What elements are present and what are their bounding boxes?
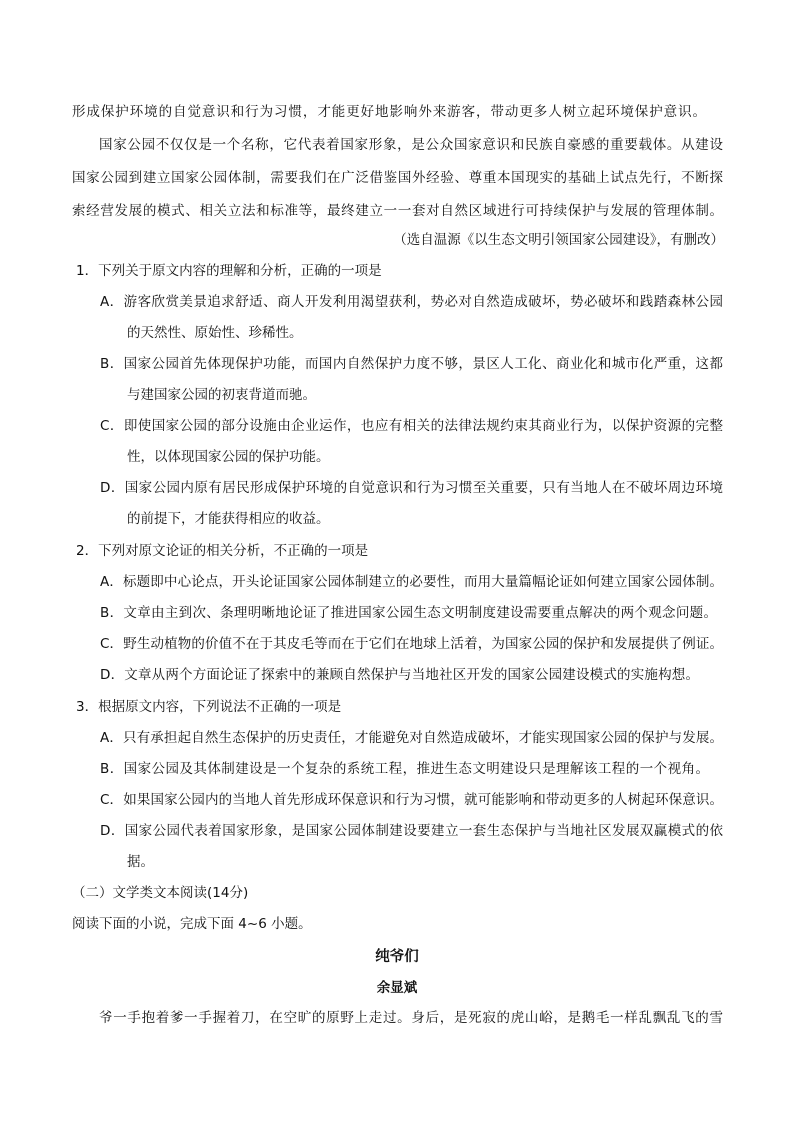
option-d-cont: 据。 <box>127 854 154 870</box>
option-c: C．如果国家公园内的当地人首先形成环保意识和行为习惯，就可能影响和带动更多的人树起环保意识。 <box>100 792 723 808</box>
option-c-cont: 性，以体现国家公园的保护功能。 <box>127 449 330 465</box>
option-c: C．即使国家公园的部分设施由企业运作，也应有相关的法律法规约束其商业行为，以保护资源的完整 <box>100 418 723 434</box>
option-d: D．国家公园内原有居民形成保护环境的自觉意识和行为习惯至关重要，只有当地人在不破坏周边环境 <box>100 480 723 496</box>
question-stem: 1．下列关于原文内容的理解和分析，正确的一项是 <box>76 263 382 279</box>
passage-line: 国家公园到建立国家公园体制，需要我们在广泛借鉴国外经验、尊重本国现实的基础上试点先行，不断探 <box>72 170 723 186</box>
story-author: 余显斌 <box>376 980 418 996</box>
option-b-cont: 与建国家公园的初衷背道而驰。 <box>127 387 316 403</box>
question-stem: 3．根据原文内容，下列说法不正确的一项是 <box>76 699 342 715</box>
option-d-cont: 的前提下，才能获得相应的收益。 <box>127 511 330 527</box>
passage-line: 国家公园不仅仅是一个名称，它代表着国家形象，是公众国家意识和民族自豪感的重要载体。从建设 <box>99 137 723 153</box>
option-c: C．野生动植物的价值不在于其皮毛等而在于它们在地球上活着，为国家公园的保护和发展提供了例证。 <box>100 636 723 652</box>
option-a: A．标题即中心论点，开头论证国家公园体制建立的必要性，而用大量篇幅论证如何建立国家公园体制。 <box>100 574 723 590</box>
option-d: D．文章从两个方面论证了探索中的兼顾自然保护与当地社区开发的国家公园建设模式的实施构想。 <box>100 667 699 683</box>
option-a: A．只有承担起自然生态保护的历史责任，才能避免对自然造成破坏，才能实现国家公园的保护与发展。 <box>100 730 723 746</box>
option-b: B．国家公园首先体现保护功能，而国内自然保护力度不够，景区人工化、商业化和城市化严重，这都 <box>100 356 723 372</box>
option-b: B．国家公园及其体制建设是一个复杂的系统工程，推进生态文明建设只是理解该工程的一个视角。 <box>100 761 709 777</box>
section-instruction: 阅读下面的小说，完成下面 4~6 小题。 <box>72 916 312 932</box>
option-b: B．文章由主到次、条理明晰地论证了推进国家公园生态文明制度建设需要重点解决的两个观念问题。 <box>100 605 717 621</box>
story-first-line: 爷一手抱着爹一手握着刀，在空旷的原野上走过。身后，是死寂的虎山峪，是鹅毛一样乱飘乱飞的雪 <box>99 1010 723 1026</box>
source-citation: （选自温源《以生态文明引领国家公园建设》，有删改） <box>393 232 724 248</box>
option-a: A．游客欣赏美景追求舒适、商人开发利用渴望获利，势必对自然造成破坏，势必破坏和践踏森林公园 <box>100 294 723 310</box>
story-title: 纯爷们 <box>375 948 419 965</box>
option-d: D．国家公园代表着国家形象，是国家公园体制建设要建立一套生态保护与当地社区发展双赢模式的依 <box>100 823 723 839</box>
passage-line: 索经营发展的模式、相关立法和标准等，最终建立一一套对自然区域进行可持续保护与发展的管理体制。 <box>72 203 723 219</box>
passage-line: 形成保护环境的自觉意识和行为习惯，才能更好地影响外来游客，带动更多人树立起环境保护意识。 <box>72 104 706 120</box>
section-heading: （二）文学类文本阅读(14分) <box>72 885 249 901</box>
question-stem: 2．下列对原文论证的相关分析，不正确的一项是 <box>76 543 369 559</box>
option-a-cont: 的天然性、原始性、珍稀性。 <box>127 325 303 341</box>
